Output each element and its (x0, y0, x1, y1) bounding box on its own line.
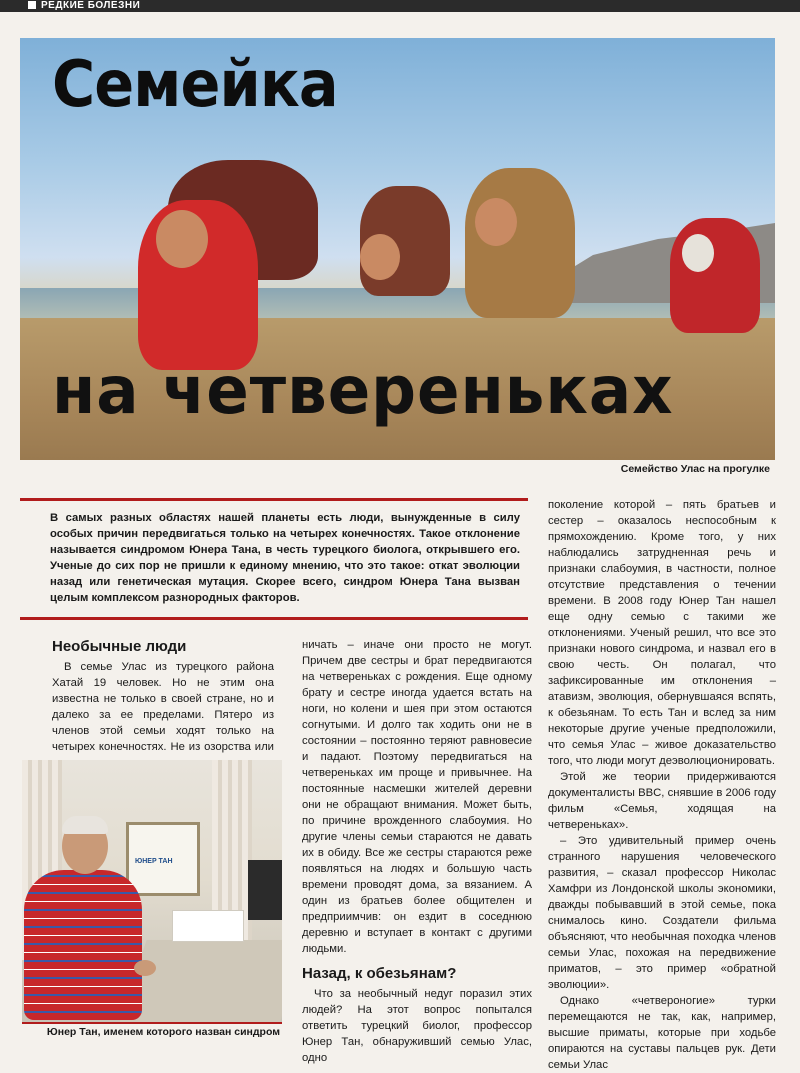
heading-unusual-people: Необычные люди (52, 638, 187, 655)
col3-paragraph-3: – Это удивительный пример очень странного нарушения человеческого развития, – сказал профессор Николас Хамфри из Лондонской школы экономики, дважды побывавший в этой семье, пока снималось кино. Создатели фильма объясняют, что необычная походка членов семьи Улас, похожая на передвижение приматов, – это пример «обратной эволюции». (548, 835, 776, 991)
family-member-3 (455, 168, 585, 338)
col2-paragraph-2: Что за необычный недуг поразил этих людей? На этот вопрос попытался ответить турецкий биолог, профессор Юнер Тан, обнаруживший семью Улас, одно (302, 988, 532, 1064)
column-3 (548, 497, 776, 1073)
col3-paragraph-2: Этой же теории придерживаются документалисты BBC, снявшие в 2006 году фильм «Семья, ходящая на четвереньках». (548, 771, 776, 831)
papers (172, 910, 244, 942)
portrait-caption: Юнер Тан, именем которого назван синдром (46, 1026, 280, 1038)
heading-back-to-apes: Назад, к обезьянам? (302, 965, 457, 982)
lead-paragraph: В самых разных областях нашей планеты есть люди, вынужденные в силу особых причин передвигаться только на четырех конечностях. Такое отклонение называется синдромом Юнера Тана, в честь турецкого биолога, открывшего его. Ученые до сих пор не пришли к единому мнению, что это такое: откат эволюции назад или генетическая мутация. Скорее всего, синдром Юнера Тана вызван целым комплексом разнородных факторов. (50, 512, 520, 604)
plaid-shirt (24, 870, 142, 1020)
section-tag: РЕДКИЕ БОЛЕЗНИ (22, 0, 146, 12)
computer-monitor (248, 860, 282, 920)
man-hair (62, 816, 108, 834)
portrait-photo (22, 760, 282, 1022)
poster-text: ЮНЕР ТАН (135, 858, 173, 865)
family-member-1 (138, 150, 318, 380)
title-main: Семейка (52, 48, 338, 122)
desk (117, 940, 282, 1022)
col3-paragraph-4: Однако «четвероногие» турки перемещаются не так, как, например, высшие приматы, которые при ходьбе опираются на суставы пальцев рук. Дети семьи Улас (548, 995, 776, 1071)
man-hand (134, 960, 156, 976)
lead-bottom-rule (20, 617, 528, 620)
col3-paragraph-1: поколение которой – пять братьев и сестер – оказалось неспособным к прямохождению. Кроме того, у них наблюдались затрудненная речь и признаки слабоумия, в частности, полное отсутствие представления о течении времени. В 2008 году Юнер Тан нашел еще одну семью с такими же отклонениями. Ученый решил, что все это признаки нового синдрома, и назвал его в свою честь. Он полагал, что зафиксированные им отклонения – атавизм, эволюция, обернувшаяся вспять, к обезьянам. То есть Тан и вслед за ним некоторые другие ученые предположили, что семья Улас – живое доказательство того, что люди могут деэволюционировать. (548, 499, 776, 767)
lead-top-rule (20, 498, 528, 501)
column-1 (52, 638, 274, 771)
col1-paragraph: В семье Улас из турецкого района Хатай 19 человек. Но не этим она известна не только в своей стране, но и далеко за ее пределами. Пятеро из членов этой семьи ходят только на четырех конечностях. Не из озорства или (52, 661, 274, 753)
hero-photo (20, 38, 775, 460)
family-member-2 (350, 186, 450, 336)
col2-paragraph-1: ничать – иначе они просто не могут. Причем две сестры и брат передвигаются на четвереньках с рождения. Еще одному брату и сестре иногда удается встать на ноги, но колени и шея при этом остаются согнутыми. И долго так ходить они не в состоянии – постоянно теряют равновесие и падают. Поэтому передвигаться на четвереньках им проще и привычнее. На постоянные насмешки жителей деревни они не обращают внимания. Может быть, по причине врожденного слабоумия. Но другие члены семьи стараются не давать их в обиду. Все же сестры стараются реже появляться на людях и большую часть времени проводят дома, за вязанием. А один из братьев более общителен и предприимчив: он ездит в соседнюю деревню и вступает в контакт с другими людьми. (302, 639, 532, 955)
column-2 (302, 637, 532, 1066)
title-sub: на четвереньках (52, 352, 674, 429)
family-member-4 (670, 218, 760, 338)
hero-caption: Семейство Улас на прогулке (620, 463, 770, 475)
